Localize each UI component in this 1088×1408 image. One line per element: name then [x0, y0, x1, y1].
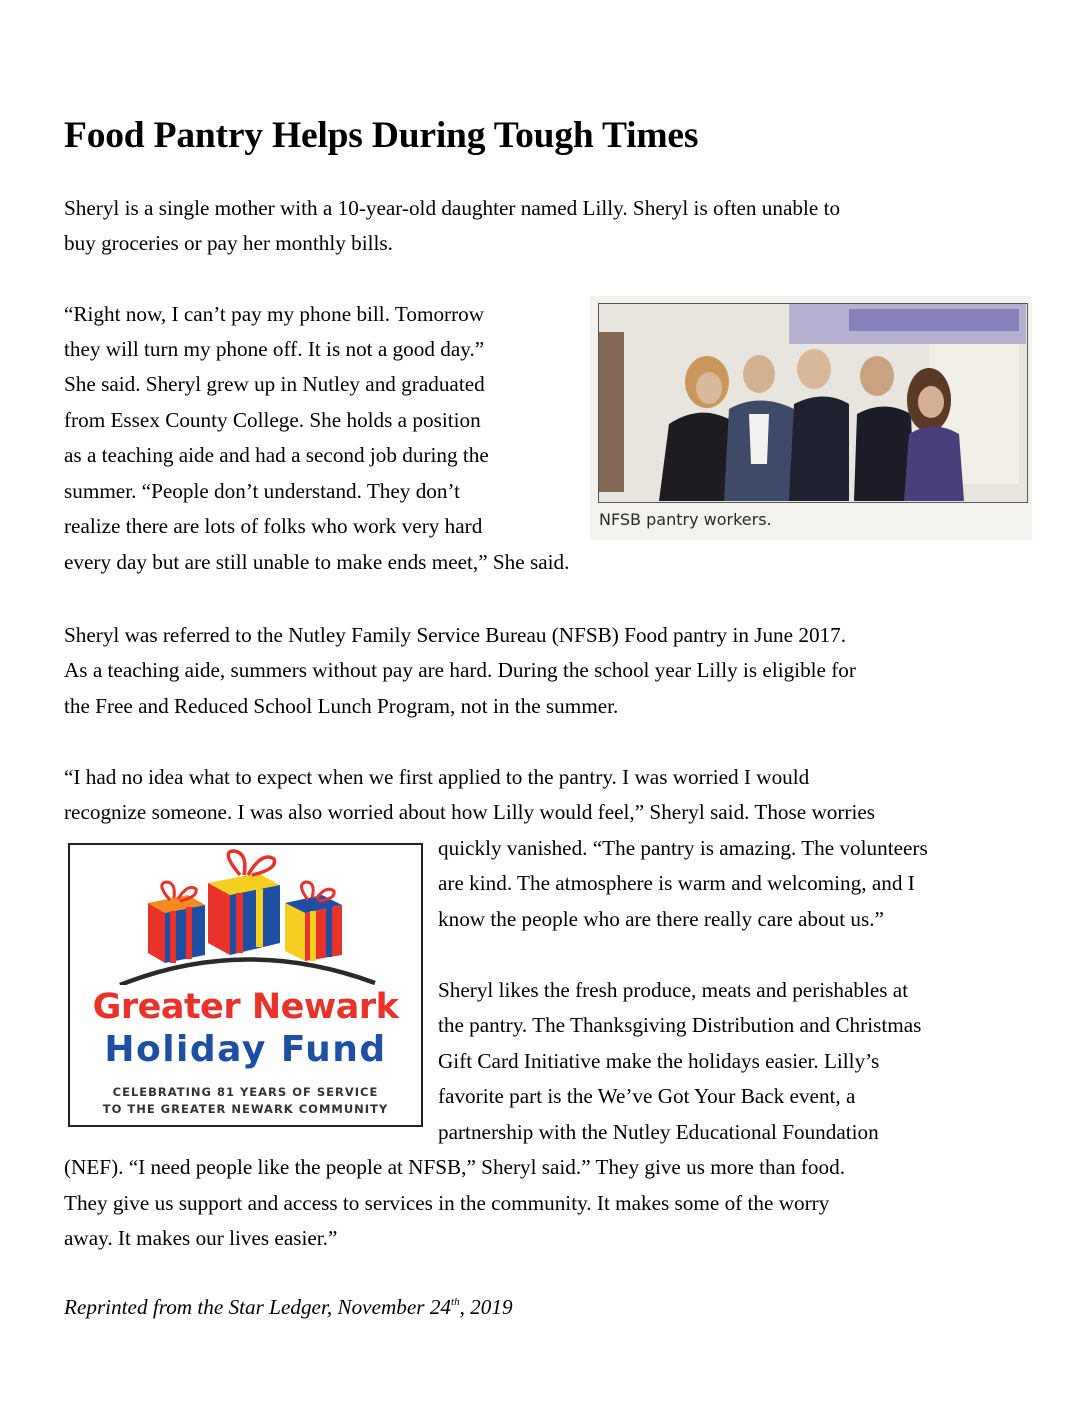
paragraph-3-line-2: As a teaching aide, summers without pay are hard. During the school year Lilly is eligible for: [64, 658, 856, 682]
paragraph-5-line-3: Gift Card Initiative make the holidays easier. Lilly’s: [438, 1049, 880, 1073]
paragraph-5-line-4: favorite part is the We’ve Got Your Back event, a: [438, 1084, 856, 1108]
article-title: Food Pantry Helps During Tough Times: [64, 115, 699, 156]
paragraph-1-line-1: Sheryl is a single mother with a 10-year-old daughter named Lilly. Sheryl is often unable to: [64, 196, 841, 220]
paragraph-4-line-3: quickly vanished. “The pantry is amazing. The volunteers: [438, 836, 928, 860]
paragraph-2-line-1: “Right now, I can’t pay my phone bill. Tomorrow: [64, 302, 485, 326]
paragraph-2-line-4: from Essex County College. She holds a position: [64, 408, 481, 432]
credit-year: , 2019: [459, 1295, 513, 1319]
paragraph-4-line-4: are kind. The atmosphere is warm and welcoming, and I: [438, 871, 915, 895]
logo-title-line-2: Holiday Fund: [104, 1029, 387, 1070]
paragraph-4-line-5: know the people who are there really care about us.”: [438, 907, 884, 931]
paragraph-3-line-3: the Free and Reduced School Lunch Program, not in the summer.: [64, 694, 619, 718]
reprint-credit: [64, 1295, 513, 1320]
paragraph-5-line-1: Sheryl likes the fresh produce, meats and perishables at: [438, 978, 909, 1002]
greater-newark-holiday-fund-logo: [68, 843, 423, 1127]
logo-title-line-1: Greater Newark: [92, 987, 399, 1027]
paragraph-2-line-6: summer. “People don’t understand. They don’t: [64, 479, 461, 503]
logo-tagline-2: TO THE GREATER NEWARK COMMUNITY: [102, 1102, 389, 1116]
logo-tagline-1: CELEBRATING 81 YEARS OF SERVICE: [112, 1085, 379, 1099]
photo-illustration: [599, 304, 1026, 501]
pantry-workers-photo: [598, 303, 1028, 503]
paragraph-3-line-1: Sheryl was referred to the Nutley Family Service Bureau (NFSB) Food pantry in June 2017.: [64, 623, 847, 647]
paragraph-5-line-7: They give us support and access to services in the community. It makes some of the worry: [64, 1191, 830, 1215]
paragraph-4-line-1: “I had no idea what to expect when we first applied to the pantry. I was worried I would: [64, 765, 810, 789]
paragraph-2-line-5: as a teaching aide and had a second job during the: [64, 443, 489, 467]
paragraph-4-line-2: recognize someone. I was also worried about how Lilly would feel,” Sheryl said. Those worries: [64, 800, 875, 824]
paragraph-5-line-2: the pantry. The Thanksgiving Distribution and Christmas: [438, 1013, 922, 1037]
credit-prefix: Reprinted from the Star Ledger, November 24: [64, 1295, 452, 1319]
photo-figure: [590, 296, 1032, 540]
paragraph-1-line-2: buy groceries or pay her monthly bills.: [64, 231, 393, 255]
credit-ordinal-suffix: th: [451, 1296, 460, 1308]
paragraph-2-line-3: She said. Sheryl grew up in Nutley and graduated: [64, 372, 485, 396]
paragraph-2-line-7: realize there are lots of folks who work very hard: [64, 514, 483, 538]
gift-boxes-icon: [70, 845, 421, 985]
paragraph-2-line-2: they will turn my phone off. It is not a good day.”: [64, 337, 485, 361]
paragraph-2-line-8: every day but are still unable to make ends meet,” She said.: [64, 550, 570, 574]
paragraph-5-line-5: partnership with the Nutley Educational Foundation: [438, 1120, 879, 1144]
photo-caption: NFSB pantry workers.: [599, 510, 772, 529]
paragraph-5-line-6: (NEF). “I need people like the people at NFSB,” Sheryl said.” They give us more than food.: [64, 1155, 845, 1179]
paragraph-5-line-8: away. It makes our lives easier.”: [64, 1226, 338, 1250]
